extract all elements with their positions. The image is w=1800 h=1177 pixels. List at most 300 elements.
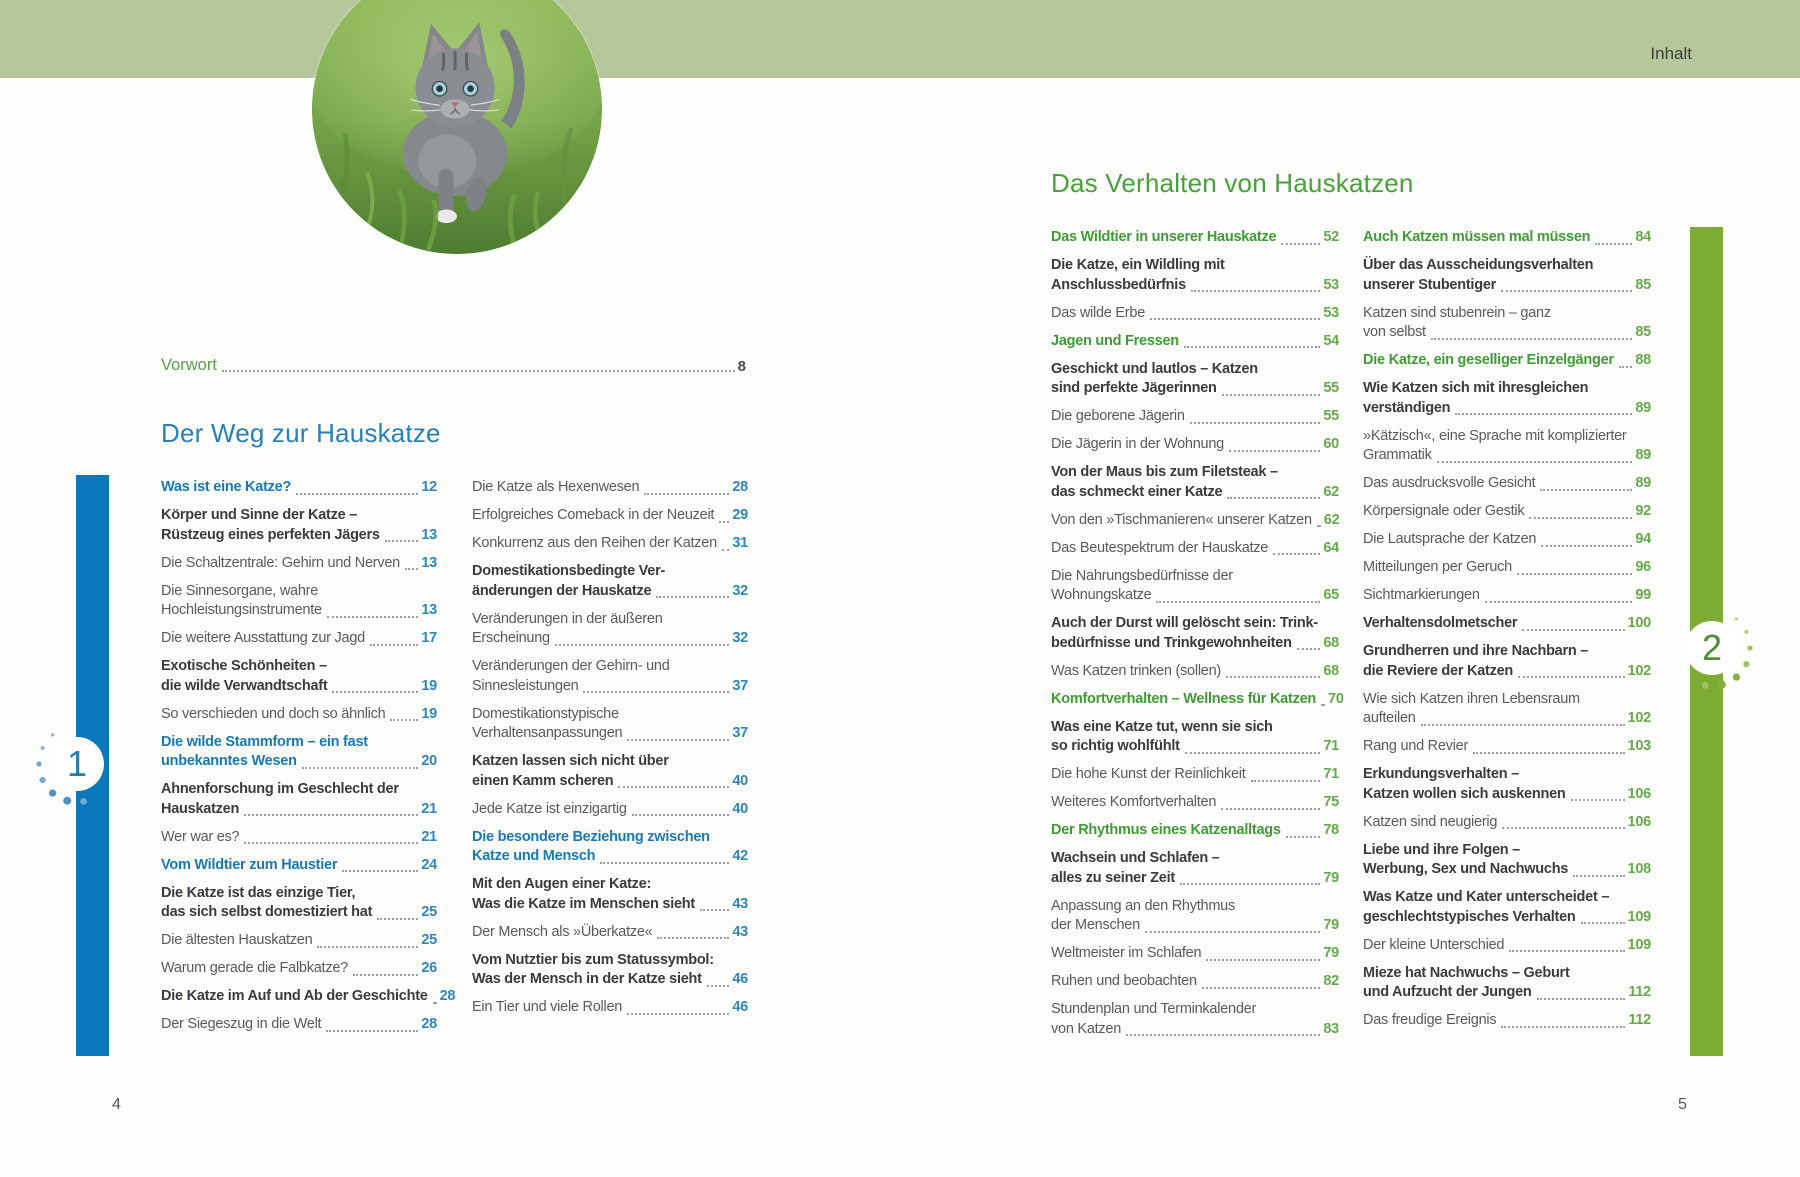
toc-entry <box>1051 718 1339 757</box>
dot-leader <box>1595 243 1632 245</box>
dot-leader <box>1571 799 1625 801</box>
toc-entry-page: 29 <box>732 507 748 523</box>
toc-entry-title: Rüstzeug eines perfekten Jägers <box>161 526 380 543</box>
toc-entry <box>472 478 748 498</box>
toc-entry-page: 53 <box>1323 304 1339 321</box>
toc-entry-page: 109 <box>1627 936 1651 953</box>
toc-entry <box>161 828 437 848</box>
toc-entry-title: Erfolgreiches Comeback in der Neuzeit <box>472 507 715 523</box>
dot-leader <box>1190 422 1321 424</box>
toc-entry <box>472 875 748 914</box>
toc-entry <box>1051 407 1339 427</box>
toc-entry-page: 12 <box>421 479 437 495</box>
toc-entry-title: Katzen wollen sich auskennen <box>1363 785 1566 802</box>
chapter-2-number: 2 <box>1701 627 1723 668</box>
toc-entry-line: Was Katze und Kater unterscheidet – <box>1363 889 1610 905</box>
toc-entry-line: Erkundungsverhalten – <box>1363 766 1519 782</box>
toc-entry <box>472 610 748 649</box>
toc-entry-lastline <box>161 959 437 979</box>
toc-entry <box>1363 228 1651 248</box>
toc-entry-lastline <box>472 847 748 867</box>
toc-entry-page: 62 <box>1323 483 1339 500</box>
toc-entry-page: 82 <box>1323 973 1339 989</box>
toc-entry-title: Konkurrenz aus den Reihen der Katzen <box>472 535 717 551</box>
toc-entry-page: 85 <box>1635 324 1651 340</box>
toc-entry-title: Die Lautsprache der Katzen <box>1363 531 1537 547</box>
page-number-left: 4 <box>112 1096 121 1113</box>
toc-entry <box>1363 964 1651 1003</box>
toc-entry-lastline <box>161 705 437 725</box>
toc-entry-lastline <box>1051 304 1339 324</box>
toc-entry-title: Wohnungskatze <box>1051 587 1152 603</box>
toc-entry-lastline <box>1363 662 1651 682</box>
running-head: Inhalt <box>1650 44 1692 63</box>
toc-entry-lastline <box>1051 690 1344 710</box>
vorwort-page: 8 <box>737 358 746 375</box>
dot-leader <box>1281 243 1320 245</box>
toc-entry-lastline <box>472 923 748 943</box>
toc-entry-page: 71 <box>1323 738 1339 754</box>
toc-entry <box>161 705 437 725</box>
toc-entry-lastline <box>1051 765 1339 785</box>
toc-entry-lastline <box>161 677 437 697</box>
toc-entry-lastline <box>161 800 437 820</box>
toc-entry-page: 25 <box>421 932 437 948</box>
dot-leader <box>1437 461 1633 463</box>
dot-leader <box>1202 987 1321 989</box>
toc-entry-title: unserer Stubentiger <box>1363 276 1497 293</box>
toc-entry-page: 43 <box>732 923 748 940</box>
toc-entry <box>161 657 437 696</box>
toc-entry-title: Der kleine Unterschied <box>1363 936 1505 953</box>
toc-entry-lastline <box>1363 614 1651 634</box>
toc-entry <box>472 923 748 943</box>
dot-leader <box>327 616 419 618</box>
toc-entry-title: Ruhen und beobachten <box>1051 973 1197 989</box>
top-band <box>0 0 1800 78</box>
toc-entry-line: Die Nahrungsbedürfnisse der <box>1051 567 1233 584</box>
dot-leader <box>1541 545 1632 547</box>
dot-leader <box>1191 290 1320 292</box>
toc-entry <box>472 752 748 791</box>
toc-entry-page: 46 <box>732 999 748 1015</box>
toc-entry-lastline <box>1363 351 1651 371</box>
toc-column-2 <box>472 478 748 1043</box>
toc-entry-lastline <box>161 601 437 621</box>
toc-entry-line: Liebe und ihre Folgen – <box>1363 841 1520 858</box>
toc-entry <box>1363 474 1651 494</box>
toc-entry-lastline <box>161 526 437 546</box>
toc-entry-lastline <box>161 478 437 498</box>
dot-leader <box>657 937 729 939</box>
toc-entry <box>161 582 437 621</box>
toc-entry-title: Weltmeister im Schlafen <box>1051 945 1202 961</box>
chapter-1-number: 1 <box>66 743 88 784</box>
toc-entry-line: Anpassung an den Rhythmus <box>1051 897 1235 914</box>
toc-entry-lastline <box>1051 869 1339 889</box>
toc-entry-page: 99 <box>1635 587 1651 603</box>
dot-leader <box>644 493 729 495</box>
toc-entry-line: Körper und Sinne der Katze – <box>161 507 358 523</box>
dot-leader <box>1455 413 1632 415</box>
toc-entry-line: Über das Ausscheidungsverhalten <box>1363 257 1594 273</box>
toc-entry-title: Jede Katze ist einzigartig <box>472 800 627 817</box>
toc-entry-line: Wie sich Katzen ihren Lebensraum <box>1363 690 1580 707</box>
toc-entry-title: unbekanntes Wesen <box>161 753 297 769</box>
dot-leader <box>405 568 418 570</box>
toc-entry-page: 75 <box>1323 794 1339 810</box>
toc-entry <box>1363 351 1651 371</box>
toc-entry <box>1051 228 1339 248</box>
dot-leader <box>1431 338 1633 340</box>
toc-entry-lastline <box>161 903 437 923</box>
toc-entry-page: 94 <box>1635 531 1651 547</box>
toc-entry-title: das sich selbst domestiziert hat <box>161 904 373 920</box>
toc-entry <box>161 987 456 1007</box>
toc-entry-line: Veränderungen in der äußeren <box>472 610 663 627</box>
toc-entry-page: 71 <box>1323 766 1339 782</box>
toc-entry-page: 28 <box>732 479 748 495</box>
toc-entry-lastline <box>472 534 748 554</box>
dot-leader <box>377 918 418 920</box>
toc-entry-lastline <box>1363 737 1651 757</box>
toc-entry <box>1363 502 1651 522</box>
toc-entry <box>1363 614 1651 634</box>
toc-entry <box>1051 256 1339 295</box>
dot-leader <box>1473 752 1624 754</box>
dot-leader <box>1150 318 1320 320</box>
toc-entry <box>472 800 748 820</box>
dot-leader <box>1145 931 1320 933</box>
toc-column-1 <box>161 478 456 1043</box>
toc-entry-lastline <box>472 895 748 915</box>
toc-entry-line: Die Sinnesorgane, wahre <box>161 582 319 599</box>
toc-entry <box>1363 379 1651 418</box>
dot-leader <box>627 1013 729 1015</box>
toc-entry <box>161 931 437 951</box>
toc-entry-title: so richtig wohlfühlt <box>1051 738 1180 754</box>
toc-entry-title: Das wilde Erbe <box>1051 304 1146 321</box>
toc-entry-page: 28 <box>421 1016 437 1032</box>
toc-entry-title: der Menschen <box>1051 917 1140 933</box>
toc-entry-line: Domestikationsbedingte Ver- <box>472 563 666 579</box>
kitten-in-grass-illustration <box>312 0 602 254</box>
toc-entry-title: von Katzen <box>1051 1020 1122 1037</box>
toc-entry-title: Verhaltensanpassungen <box>472 725 623 741</box>
toc-entry-title: Die Katze im Auf und Ab der Geschichte <box>161 988 428 1004</box>
dot-leader <box>326 1030 418 1032</box>
toc-entry-page: 88 <box>1635 352 1651 368</box>
toc-entry-lastline <box>1051 586 1339 606</box>
toc-entry-lastline <box>472 998 748 1018</box>
dot-leader <box>370 644 418 646</box>
toc-entry-lastline <box>472 677 748 697</box>
toc-entry-title: Die Jägerin in der Wohnung <box>1051 436 1224 452</box>
toc-entry-lastline <box>1051 972 1339 992</box>
toc-entry <box>1051 793 1339 813</box>
toc-entry <box>472 951 748 990</box>
chapter-1-badge <box>22 709 132 819</box>
toc-entry-page: 92 <box>1635 503 1651 519</box>
toc-entry <box>472 562 748 601</box>
toc-entry-page: 106 <box>1627 813 1651 830</box>
toc-entry <box>1051 944 1339 964</box>
toc-entry <box>1363 841 1651 880</box>
toc-entry <box>472 998 748 1018</box>
toc-entry-title: Vom Wildtier zum Haustier <box>161 856 338 873</box>
chapter-2-badge <box>1657 593 1767 703</box>
toc-entry-page: 19 <box>421 677 437 694</box>
toc-entry <box>1051 435 1339 455</box>
toc-entry-lastline <box>161 856 437 876</box>
toc-entry-page: 32 <box>732 630 748 646</box>
toc-entry <box>1051 972 1339 992</box>
dot-leader <box>296 493 418 495</box>
toc-entry <box>1051 821 1339 841</box>
toc-entry-line: Geschickt und lautlos – Katzen <box>1051 360 1258 377</box>
toc-entry-page: 20 <box>421 753 437 769</box>
toc-entry-title: aufteilen <box>1363 710 1416 726</box>
dot-leader <box>1509 950 1624 952</box>
toc-entry-page: 112 <box>1628 984 1651 1000</box>
toc-entry-lastline <box>1051 407 1339 427</box>
toc-entry-title: Werbung, Sex und Nachwuchs <box>1363 861 1569 877</box>
toc-entry <box>161 506 437 545</box>
toc-entry-page: 55 <box>1323 408 1339 424</box>
toc-entry <box>1363 765 1651 804</box>
toc-entry-page: 43 <box>732 895 748 912</box>
toc-entry-lastline <box>1363 530 1651 550</box>
toc-entry-title: geschlechtstypisches Verhalten <box>1363 908 1576 925</box>
toc-entry-title: Die Schaltzentrale: Gehirn und Nerven <box>161 554 400 571</box>
dot-leader <box>1273 553 1320 555</box>
right-page-columns <box>1051 228 1651 1048</box>
toc-entry-page: 24 <box>421 856 437 873</box>
toc-entry-lastline <box>1051 916 1339 936</box>
toc-entry-lastline <box>1051 435 1339 455</box>
toc-entry-title: Das Wildtier in unserer Hauskatze <box>1051 229 1277 245</box>
toc-entry-lastline <box>1051 228 1339 248</box>
toc-entry-line: »Kätzisch«, eine Sprache mit komplizierter <box>1363 427 1627 444</box>
toc-entry <box>161 959 437 979</box>
toc-entry-lastline <box>1363 709 1651 729</box>
vorwort-entry <box>161 356 746 375</box>
toc-entry <box>1363 558 1651 578</box>
toc-entry-lastline <box>1051 1020 1339 1040</box>
toc-entry-lastline <box>1051 737 1339 757</box>
toc-entry <box>1363 936 1651 956</box>
toc-entry-page: 21 <box>421 828 437 845</box>
toc-entry-page: 103 <box>1627 738 1651 754</box>
toc-entry-lastline <box>1051 483 1339 503</box>
toc-entry-title: Auch Katzen müssen mal müssen <box>1363 229 1591 245</box>
toc-entry-page: 84 <box>1635 229 1651 245</box>
toc-entry <box>1051 614 1339 653</box>
dot-leader <box>1573 875 1624 877</box>
toc-entry-line: Stundenplan und Terminkalender <box>1051 1001 1257 1017</box>
toc-entry-page: 112 <box>1628 1012 1651 1028</box>
toc-entry-title: Katzen sind neugierig <box>1363 813 1498 830</box>
dot-leader <box>1227 497 1320 499</box>
toc-entry-lastline <box>1363 983 1651 1003</box>
toc-entry-title: Der Mensch als »Überkatze« <box>472 923 653 940</box>
toc-entry-lastline <box>472 724 748 744</box>
toc-entry-lastline <box>472 506 748 526</box>
dot-leader <box>1297 648 1321 650</box>
dot-leader <box>1180 883 1320 885</box>
dot-leader <box>385 540 419 542</box>
toc-entry-title: Wer war es? <box>161 828 240 845</box>
toc-entry-title: Verhaltensdolmetscher <box>1363 615 1518 631</box>
dot-leader <box>722 549 729 551</box>
toc-entry-title: Was der Mensch in der Katze sieht <box>472 971 702 987</box>
dot-leader <box>600 862 729 864</box>
toc-entry-title: Das ausdrucksvolle Gesicht <box>1363 475 1536 491</box>
toc-entry-title: Weiteres Komfortverhalten <box>1051 794 1217 810</box>
toc-entry-lastline <box>1051 276 1339 296</box>
dot-leader <box>700 909 729 911</box>
toc-entry-title: die Reviere der Katzen <box>1363 662 1514 679</box>
toc-entry <box>1363 427 1651 466</box>
toc-entry-title: So verschieden und doch so ähnlich <box>161 705 386 722</box>
toc-entry-line: Ahnenforschung im Geschlecht der <box>161 781 399 797</box>
toc-entry-title: bedürfnisse und Trinkgewohnheiten <box>1051 634 1292 651</box>
toc-entry-lastline <box>1051 332 1339 352</box>
toc-entry-title: änderungen der Hauskatze <box>472 582 652 599</box>
toc-entry-title: sind perfekte Jägerinnen <box>1051 380 1217 396</box>
toc-entry <box>161 629 437 649</box>
dot-leader <box>1286 836 1321 838</box>
dot-leader <box>618 786 729 788</box>
toc-entry-lastline <box>1363 474 1651 494</box>
toc-entry-lastline <box>161 1015 437 1035</box>
dot-leader <box>244 814 418 816</box>
toc-entry <box>1363 256 1651 295</box>
toc-entry-page: 37 <box>732 725 748 741</box>
dot-leader <box>1126 1034 1320 1036</box>
toc-entry-lastline <box>1363 936 1651 956</box>
toc-entry-page: 13 <box>421 526 437 543</box>
toc-entry <box>1363 586 1651 606</box>
toc-entry-lastline <box>1363 276 1651 296</box>
toc-entry-title: Rang und Revier <box>1363 738 1469 754</box>
toc-entry-lastline <box>1051 944 1339 964</box>
toc-entry-title: Hochleistungsinstrumente <box>161 602 322 618</box>
toc-entry <box>161 1015 437 1035</box>
toc-entry-lastline <box>1363 558 1651 578</box>
toc-entry-line: Die wilde Stammform – ein fast <box>161 733 368 750</box>
dot-leader <box>1529 517 1632 519</box>
dot-leader <box>1251 780 1321 782</box>
dot-leader <box>627 739 729 741</box>
toc-entry-title: Das Beutespektrum der Hauskatze <box>1051 539 1269 556</box>
toc-entry <box>472 534 748 554</box>
toc-entry-title: Die Katze, ein geselliger Einzelgänger <box>1363 352 1614 368</box>
toc-entry-lastline <box>161 554 437 574</box>
toc-entry-line: Die Katze ist das einzige Tier, <box>161 884 356 901</box>
toc-entry-page: 68 <box>1323 662 1339 679</box>
toc-entry <box>1363 642 1651 681</box>
toc-entry-lastline <box>161 629 437 649</box>
toc-entry <box>1051 765 1339 785</box>
toc-entry-lastline <box>1363 586 1651 606</box>
toc-entry-lastline <box>1051 662 1339 682</box>
toc-entry-lastline <box>1051 634 1339 654</box>
toc-entry-lastline <box>161 752 437 772</box>
toc-entry <box>1051 897 1339 936</box>
toc-entry <box>1051 662 1339 682</box>
dot-leader <box>1540 489 1632 491</box>
toc-entry-lastline <box>472 800 748 820</box>
dot-leader <box>1537 998 1626 1000</box>
kitten-photo <box>312 0 602 254</box>
toc-entry-lastline <box>472 478 748 498</box>
toc-entry-title: und Aufzucht der Jungen <box>1363 984 1532 1000</box>
toc-entry-title: Der Rhythmus eines Katzenalltags <box>1051 822 1281 838</box>
toc-entry <box>1363 813 1651 833</box>
toc-entry-line: Vom Nutztier bis zum Statussymbol: <box>472 951 714 968</box>
toc-entry-lastline <box>472 582 748 602</box>
toc-entry-title: Die ältesten Hauskatzen <box>161 932 313 948</box>
toc-entry-title: Erscheinung <box>472 630 550 646</box>
toc-entry <box>472 705 748 744</box>
dot-leader <box>1317 525 1321 527</box>
toc-entry-page: 79 <box>1323 869 1339 886</box>
toc-entry-title: von selbst <box>1363 324 1426 340</box>
toc-entry-page: 40 <box>732 800 748 817</box>
toc-entry-page: 106 <box>1627 785 1651 802</box>
toc-entry <box>1051 332 1339 352</box>
toc-entry-page: 13 <box>421 554 437 571</box>
toc-entry-page: 102 <box>1627 710 1651 726</box>
toc-entry-line: Domestikationstypische <box>472 705 619 722</box>
dot-leader <box>1501 1026 1625 1028</box>
toc-entry-lastline <box>1051 793 1339 813</box>
toc-entry-lastline <box>161 931 437 951</box>
toc-entry-title: verständigen <box>1363 399 1451 416</box>
toc-entry-title: Die Katze als Hexenwesen <box>472 479 640 495</box>
toc-entry-title: Sichtmarkierungen <box>1363 587 1480 603</box>
toc-entry <box>1363 530 1651 550</box>
toc-entry-page: 31 <box>732 535 748 551</box>
toc-entry-line: Wie Katzen sich mit ihresgleichen <box>1363 380 1589 396</box>
dot-leader <box>1522 629 1624 631</box>
toc-entry-line: Was eine Katze tut, wenn sie sich <box>1051 718 1273 735</box>
toc-entry <box>1363 888 1651 927</box>
dot-leader <box>555 644 730 646</box>
toc-entry-line: Die besondere Beziehung zwischen <box>472 828 710 845</box>
toc-entry-page: 102 <box>1627 662 1651 679</box>
toc-entry-page: 79 <box>1323 945 1339 961</box>
toc-entry-line: Veränderungen der Gehirn- und <box>472 658 670 674</box>
toc-entry-lastline <box>1363 813 1651 833</box>
toc-entry <box>1051 360 1339 399</box>
toc-entry-lastline <box>1363 502 1651 522</box>
toc-entry-title: Die geborene Jägerin <box>1051 408 1185 424</box>
toc-entry-page: 85 <box>1635 276 1651 293</box>
toc-column-4 <box>1363 228 1651 1048</box>
toc-entry-page: 42 <box>732 848 748 864</box>
toc-entry-page: 26 <box>421 960 437 976</box>
dot-leader <box>302 767 419 769</box>
dot-leader <box>583 691 729 693</box>
toc-entry-title: Sinnesleistungen <box>472 677 579 694</box>
toc-entry-page: 19 <box>421 705 437 722</box>
toc-entry-title: Die weitere Ausstattung zur Jagd <box>161 630 365 646</box>
toc-column-3 <box>1051 228 1344 1048</box>
dot-leader <box>317 946 418 948</box>
toc-entry-page: 70 <box>1328 690 1344 707</box>
